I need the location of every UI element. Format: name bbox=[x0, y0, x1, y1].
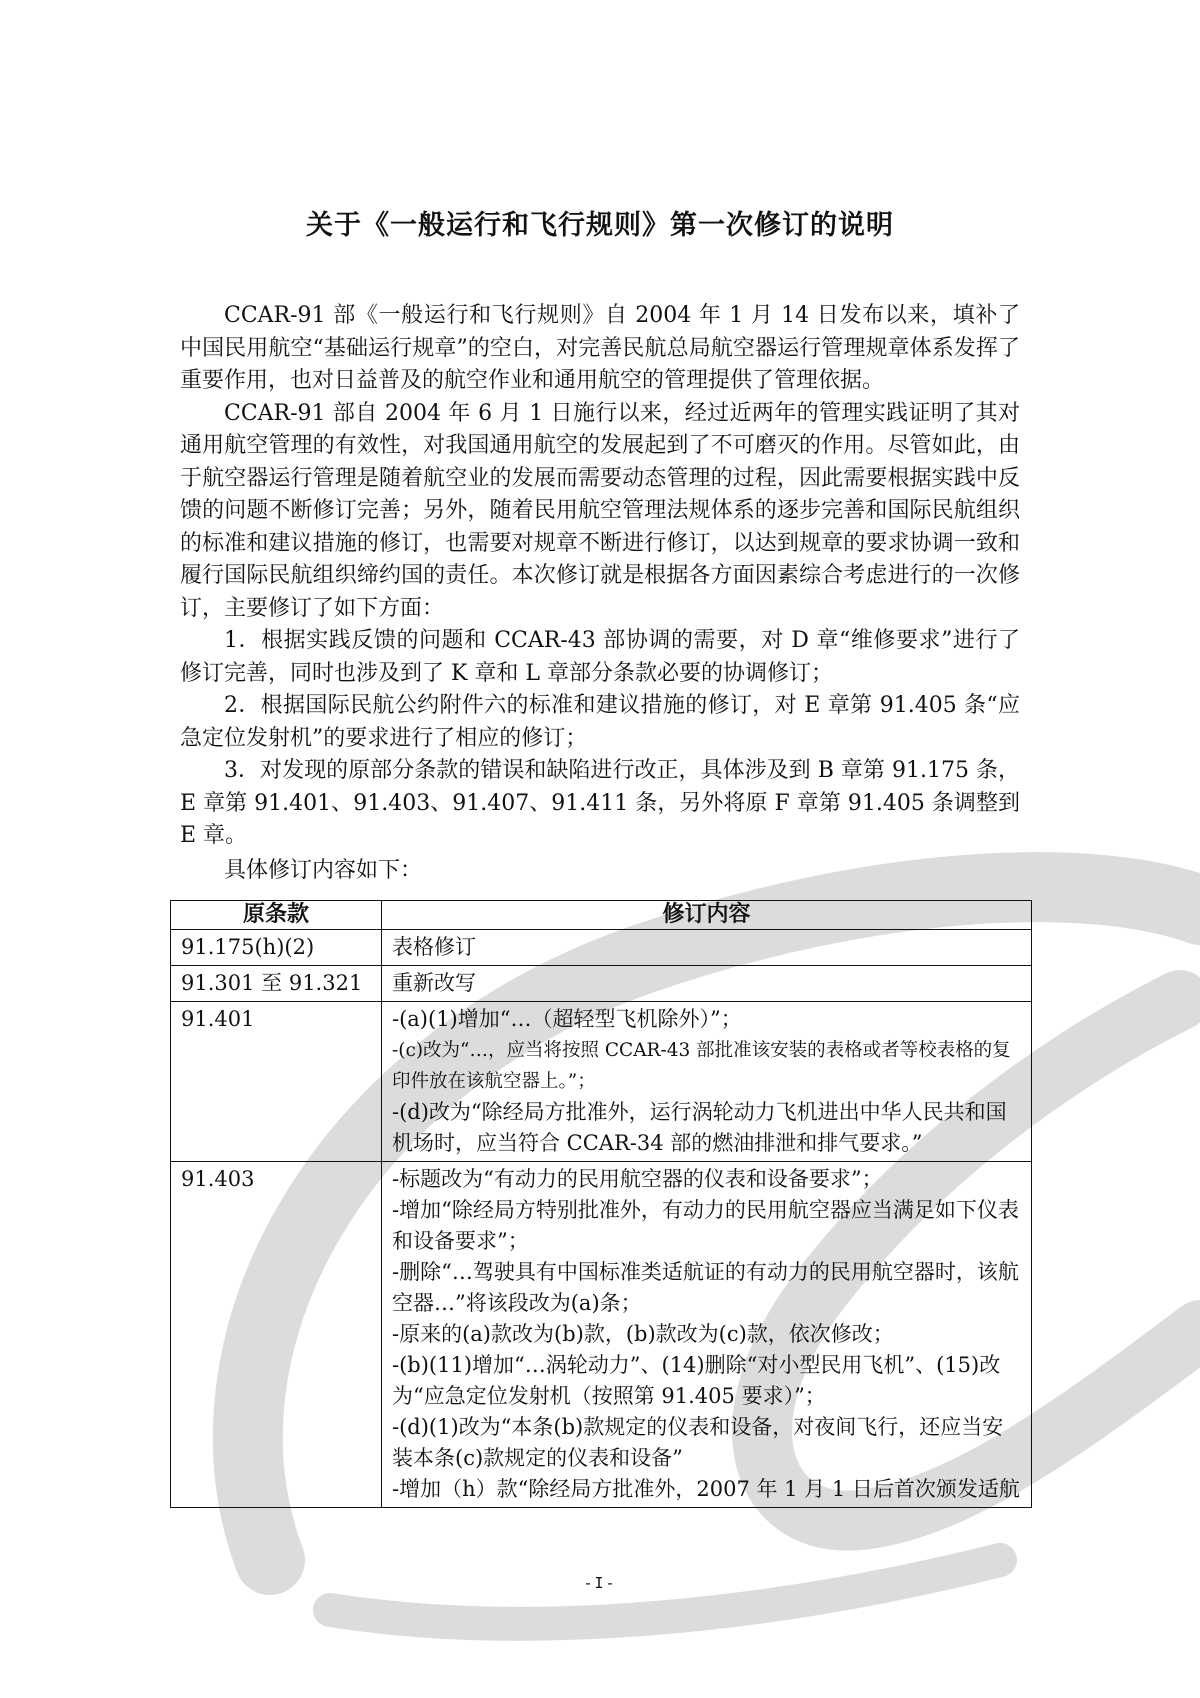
content-line: -(d)(1)改为“本条(b)款规定的仪表和设备，对夜间飞行，还应当安装本条(c)款规定的仪表和设备” bbox=[392, 1415, 1004, 1470]
paragraph: 3．对发现的原部分条款的错误和缺陷进行改正，具体涉及到 B 章第 91.175 条，E 章第 91.401、91.403、91.407、91.411 条，另外将原 F 章第 91.405 条调整到 E 章。 bbox=[180, 758, 1020, 848]
clause-cell: 91.403 bbox=[171, 1162, 382, 1508]
content-cell bbox=[382, 966, 1032, 1002]
content-line: -增加（h）款“除经局方批准外，2007 年 1 月 1 日后首次颁发适航 bbox=[392, 1477, 1020, 1501]
table-header-row bbox=[171, 901, 1032, 930]
clause-cell: 91.401 bbox=[171, 1002, 382, 1162]
revision-table bbox=[170, 900, 1032, 1508]
body-text bbox=[180, 300, 1020, 887]
page-number: -I- bbox=[583, 1574, 617, 1592]
content-line: -(b)(11)增加“…涡轮动力”、(14)删除“对小型民用飞机”、(15)改为“应急定位发射机（按照第 91.405 要求）”； bbox=[392, 1353, 1001, 1408]
content-cell bbox=[382, 1162, 1032, 1508]
paragraph: 2．根据国际民航公约附件六的标准和建议措施的修订，对 E 章第 91.405 条“应急定位发射机”的要求进行了相应的修订； bbox=[180, 693, 1020, 751]
content-line: -(a)(1)增加“…（超轻型飞机除外）”； bbox=[392, 1007, 742, 1031]
content-cell bbox=[382, 1002, 1032, 1162]
content-line: -标题改为“有动力的民用航空器的仪表和设备要求”； bbox=[392, 1167, 883, 1191]
header-revision-content: 修订内容 bbox=[382, 901, 1032, 930]
clause-cell: 91.175(h)(2) bbox=[171, 930, 382, 966]
page-title: 关于《一般运行和飞行规则》第一次修订的说明 bbox=[306, 210, 894, 241]
table-row bbox=[171, 930, 1032, 966]
content-line: -(c)改为“…，应当将按照 CCAR-43 部批准该安装的表格或者等校表格的复印件放在该航空器上。”； bbox=[392, 1040, 1011, 1092]
table-intro: 具体修订内容如下： bbox=[224, 857, 423, 883]
paragraph: CCAR-91 部《一般运行和飞行规则》自 2004 年 1 月 14 日发布以来，填补了中国民用航空“基础运行规章”的空白，对完善民航总局航空器运行管理规章体系发挥了重要作用，也对日益普及的航空作业和通用航空的管理提供了管理依据。 bbox=[180, 303, 1020, 393]
clause-cell: 91.301 至 91.321 bbox=[171, 966, 382, 1002]
content-line: 表格修订 bbox=[392, 935, 476, 959]
content-cell bbox=[382, 930, 1032, 966]
content-line: -增加“除经局方特别批准外，有动力的民用航空器应当满足如下仪表和设备要求”； bbox=[392, 1198, 1019, 1253]
paragraph: 1．根据实践反馈的问题和 CCAR-43 部协调的需要，对 D 章“维修要求”进行了修订完善，同时也涉及到了 K 章和 L 章部分条款必要的协调修订； bbox=[180, 628, 1020, 686]
table-row bbox=[171, 1002, 1032, 1162]
content-line: -(d)改为“除经局方批准外，运行涡轮动力飞机进出中华人民共和国机场时，应当符合 CCAR-34 部的燃油排泄和排气要求。” bbox=[392, 1100, 1007, 1155]
content-line: -删除“…驾驶具有中国标准类适航证的有动力的民用航空器时，该航空器…”将该段改为(a)条； bbox=[392, 1260, 1019, 1315]
paragraph: CCAR-91 部自 2004 年 6 月 1 日施行以来，经过近两年的管理实践证明了其对通用航空管理的有效性，对我国通用航空的发展起到了不可磨灭的作用。尽管如此，由于航空器运行管理是随着航空业的发展而需要动态管理的过程，因此需要根据实践中反馈的问题不断修订完善；另外，随着民用航空管理法规体系的逐步完善和国际民航组织的标准和建议措施的修订，也需要对规章不断进行修订，以达到规章的要求协调一致和履行国际民航组织缔约国的责任。本次修订就是根据各方面因素综合考虑进行的一次修订，主要修订了如下方面： bbox=[180, 400, 1020, 621]
content-line: -原来的(a)款改为(b)款，(b)款改为(c)款，依次修改； bbox=[392, 1322, 894, 1346]
content-line: 重新改写 bbox=[392, 971, 476, 995]
table-row bbox=[171, 1162, 1032, 1508]
table-row bbox=[171, 966, 1032, 1002]
header-original-clause: 原条款 bbox=[171, 901, 382, 930]
